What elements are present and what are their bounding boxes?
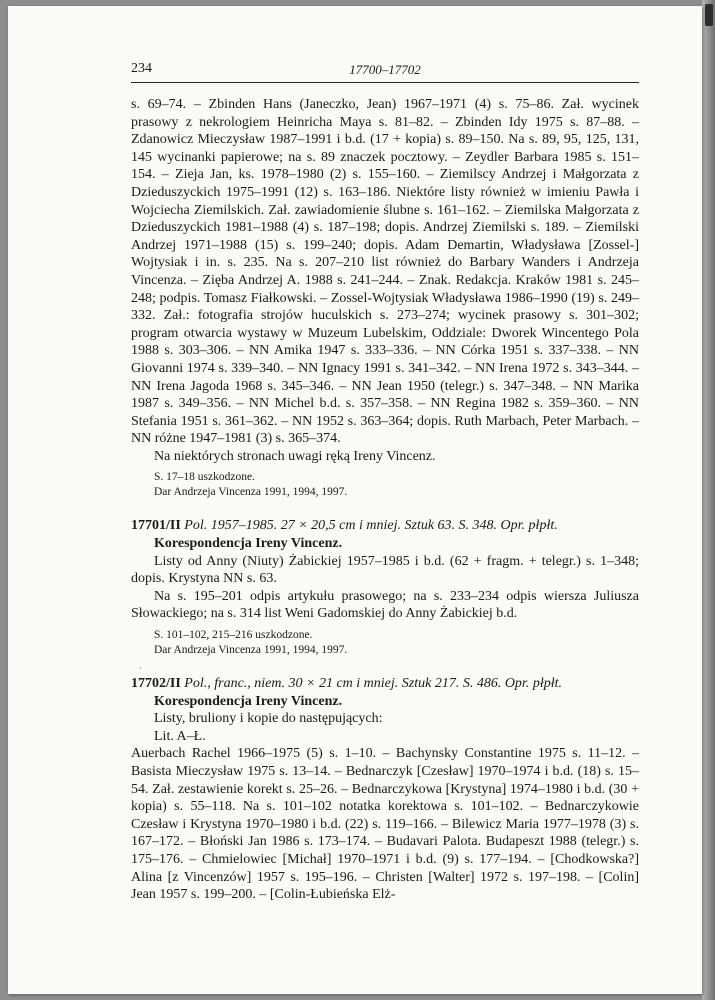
entry-body: Auerbach Rachel 1966–1975 (5) s. 1–10. – Bachynsky Constantine 1975 s. 11–12. – Basista Mieczysław 1975 s. 13–14. – Bednarczyk [Czesław] 1970–1974 i b.d. (18) s. 15–54. Zał. zestawienie korekt s. 25–26. – Bednarczykowa [Krystyna] 1974–1980 i b.d. (30 + kopia) s. 55–118. Na s. 101–102 notatka korektowa s. 101–102. – Bednarczykowie Czesław i Krystyna 1970–1980 i b.d. (22) s. 119–166. – Bilewicz Maria 1977–1978 (3) s. 167–172. – Błoński Jan 1986 s. 173–174. – Budavari Palota. Budapeszt 1988 (telegr.) s. 175–176. – Chmielowiec [Michał] 1970–1971 i b.d. (9) s. 177–194. – [Chodkowska?] Alina [z Vincenzów] 1957 s. 195–196. – Christen [Walter] 1972 s. 197–198. – [Colin] Jean 1957 s. 199–200. – [Colin-Łubieńska Elż- <box>131 746 639 903</box>
page-content <box>131 96 639 904</box>
continuation-text: s. 69–74. – Zbinden Hans (Janeczko, Jean) 1967–1971 (4) s. 75–86. Zał. wycinek prasowy z nekrologiem Heinricha Maya s. 81–82. – Zbinden Idy 1975 s. 87–88. – Zdanowicz Mieczysław 1987–1991 i b.d. (17 + kopia) s. 89–150. Na s. 89, 95, 125, 131, 145 wycinanki papierowe; na s. 89 znaczek pocztowy. – Zeydler Barbara 1985 s. 151–154. – Zieja Jan, ks. 1978–1980 (2) s. 155–160. – Ziemilscy Andrzej i Małgorzata z Dzieduszyckich 1975–1991 (12) s. 163–186. Niektóre listy również w imieniu Pawła i Wojciecha Ziemilskich. Zał. zawiadomienie ślubne s. 161–162. – Ziemilska Małgorzata z Dzieduszyckich 1981–1988 (4) s. 187–198; dopis. Andrzej Ziemilski s. 189. – Ziemilski Andrzej 1971–1988 (15) s. 199–240; dopis. Adam Demartin, Władysława [Zossel-] Wojtysiak i in. s. 235. Na s. 207–210 list również do Barbary Wanders i Andrzeja Vincenza. – Zięba Andrzej A. 1988 s. 241–244. – Znak. Redakcja. Kraków 1981 s. 245–248; podpis. Tomasz Fiałkowski. – Zossel-Wojtysiak Władysława 1986–1990 (19) s. 249–332. Zał.: fotografia strojów huculskich s. 273–274; wycinek prasowy s. 301–302; program otwarcia wystawy w Muzeum Lubelskim, Oddziale: Dworek Wincentego Pola 1988 s. 303–306. – NN Amika 1947 s. 333–336. – NN Córka 1951 s. 337–338. – NN Giovanni 1974 s. 339–340. – NN Ignacy 1991 s. 341–342. – NN Irena 1972 s. 343–344. – NN Irena Jagoda 1968 s. 345–346. – NN Jean 1950 (telegr.) s. 347–348. – NN Marika 1987 s. 349–356. – NN Michel b.d. s. 357–358. – NN Regina 1982 s. 359–360. – NN Stefania 1951 s. 361–362. – NN 1952 s. 363–364; dopis. Ruth Marbach, Peter Marbach. – NN różne 1947–1981 (3) s. 365–374. <box>131 97 639 447</box>
entry-note: Dar Andrzeja Vincenza 1991, 1994, 1997. <box>154 644 348 657</box>
entry-intro-line: Lit. A–Ł. <box>154 728 206 744</box>
entry-description: Pol. 1957–1985. 27 × 20,5 cm i mniej. Sztuk 63. S. 348. Opr. płpłt. <box>184 518 558 534</box>
continuation-note: Dar Andrzeja Vincenza 1991, 1994, 1997. <box>154 486 348 499</box>
page-number: 234 <box>131 61 152 76</box>
continuation-closing: Na niektórych stronach uwagi ręką Ireny Vincenz. <box>154 448 436 464</box>
entry-number: 17701/II <box>131 518 181 534</box>
entry-note: S. 101–102, 215–216 uszkodzone. <box>154 629 313 642</box>
running-head: 17700–17702 <box>349 62 421 77</box>
catalog-entry-17701 <box>131 517 639 658</box>
continuation-note: S. 17–18 uszkodzone. <box>154 471 255 484</box>
book-spine-edge <box>702 0 715 1000</box>
binder-clip <box>705 4 713 26</box>
entry-paragraph: Na s. 195–201 odpis artykułu prasowego; na s. 233–234 odpis wiersza Juliusza Słowackiego; na s. 314 list Weni Gadomskiej do Anny Żabickiej b.d. <box>131 588 639 622</box>
stray-mark: ' <box>140 666 142 675</box>
catalog-entry-17702 <box>131 675 639 904</box>
entry-number: 17702/II <box>131 676 181 692</box>
entry-title: Korespondencja Ireny Vincenz. <box>154 536 343 552</box>
entry-paragraph: Listy od Anny (Niuty) Żabickiej 1957–1985 i b.d. (62 + fragm. + telegr.) s. 1–348; dopis. Krystyna NN s. 63. <box>131 553 639 587</box>
entry-title: Korespondencja Ireny Vincenz. <box>154 693 343 709</box>
entry-intro-line: Listy, bruliony i kopie do następujących: <box>154 711 383 727</box>
entry-heading <box>131 675 639 693</box>
entry-heading <box>131 517 639 535</box>
page-header <box>131 58 639 83</box>
entry-description: Pol., franc., niem. 30 × 21 cm i mniej. Sztuk 217. S. 486. Opr. płpłt. <box>184 676 562 692</box>
